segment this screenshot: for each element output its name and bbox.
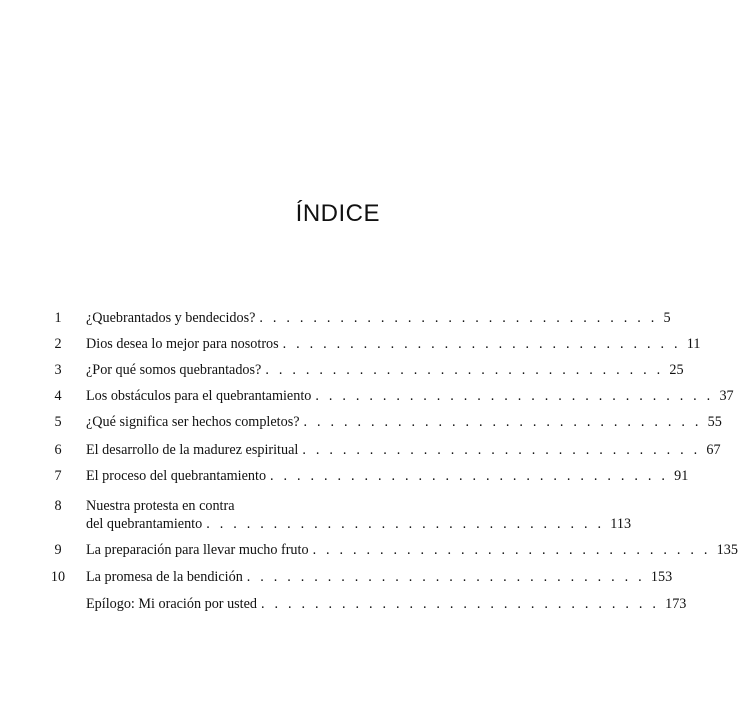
chapter-title: Dios desea lo mejor para nosotros (86, 336, 279, 352)
chapter-title-continued: del quebrantamiento (86, 516, 203, 532)
toc-line (86, 414, 722, 431)
page-title: ÍNDICE (295, 200, 380, 227)
chapter-number: 1 (54, 310, 62, 326)
toc-line (86, 516, 632, 533)
toc-line (86, 468, 689, 485)
page-number: 91 (674, 468, 689, 484)
dot-leader: . . . . . . . . . . . . . . . . . . . . . . . . . . . . . . (282, 336, 681, 352)
page-number: 5 (663, 310, 671, 326)
chapter-title: El desarrollo de la madurez espiritual (86, 442, 299, 458)
dot-leader: . . . . . . . . . . . . . . . . . . . . . . . . . . . . . . (315, 388, 714, 404)
chapter-title: ¿Por qué somos quebrantados? (86, 362, 262, 378)
chapter-number: 2 (54, 336, 62, 352)
dot-leader: . . . . . . . . . . . . . . . . . . . . . . . . . . . . . . (259, 310, 658, 326)
chapter-title: La promesa de la bendición (86, 569, 243, 585)
chapter-title: La preparación para llevar mucho fruto (86, 542, 309, 558)
toc-line (86, 442, 721, 459)
dot-leader: . . . . . . . . . . . . . . . . . . . . . . . . . . . . . . (261, 596, 660, 612)
toc-line (86, 498, 387, 515)
chapter-title: ¿Quebrantados y bendecidos? (86, 310, 256, 326)
chapter-title: ¿Qué significa ser hechos completos? (86, 414, 300, 430)
page-number: 37 (719, 388, 734, 404)
chapter-number: 5 (54, 414, 62, 430)
dot-leader: . . . . . . . . . . . . . . . . . . . . . . . . . . . . . . (265, 362, 664, 378)
toc-line (86, 310, 671, 327)
toc-line (86, 596, 687, 613)
chapter-title: Los obstáculos para el quebrantamiento (86, 388, 312, 404)
toc-line (86, 388, 734, 405)
toc-line (86, 362, 684, 379)
chapter-number: 9 (54, 542, 62, 558)
dot-leader: . . . . . . . . . . . . . . . . . . . . . . . . . . . . . . (302, 442, 701, 458)
dot-leader: . . . . . . . . . . . . . . . . . . . . . . . . . . . . . . (312, 542, 711, 558)
dot-leader: . . . . . . . . . . . . . . . . . . . . . . . . . . . . . . (303, 414, 702, 430)
page-number: 55 (707, 414, 722, 430)
chapter-title: El proceso del quebrantamiento (86, 468, 267, 484)
dot-leader: . . . . . . . . . . . . . . . . . . . . . . . . . . . . . . (270, 468, 669, 484)
page-number: 11 (686, 336, 701, 352)
page-number: 67 (706, 442, 721, 458)
page-number: 135 (716, 542, 738, 558)
chapter-number: 6 (54, 442, 62, 458)
dot-leader: . . . . . . . . . . . . . . . . . . . . . . . . . . . . . . (246, 569, 645, 585)
chapter-number: 7 (54, 468, 62, 484)
chapter-title: Nuestra protesta en contra (86, 498, 235, 514)
chapter-number: 8 (54, 498, 62, 514)
chapter-title: Epílogo: Mi oración por usted (86, 596, 258, 612)
page-number: 153 (650, 569, 673, 585)
chapter-number: 4 (54, 388, 62, 404)
toc-line (86, 336, 701, 353)
page-number: 113 (610, 516, 632, 532)
toc-line (86, 569, 673, 586)
chapter-number: 3 (54, 362, 62, 378)
toc-line (86, 542, 738, 559)
page-number: 173 (665, 596, 687, 612)
page-number: 25 (669, 362, 684, 378)
chapter-number: 10 (50, 569, 66, 585)
dot-leader: . . . . . . . . . . . . . . . . . . . . . . . . . . . . . . (206, 516, 605, 532)
